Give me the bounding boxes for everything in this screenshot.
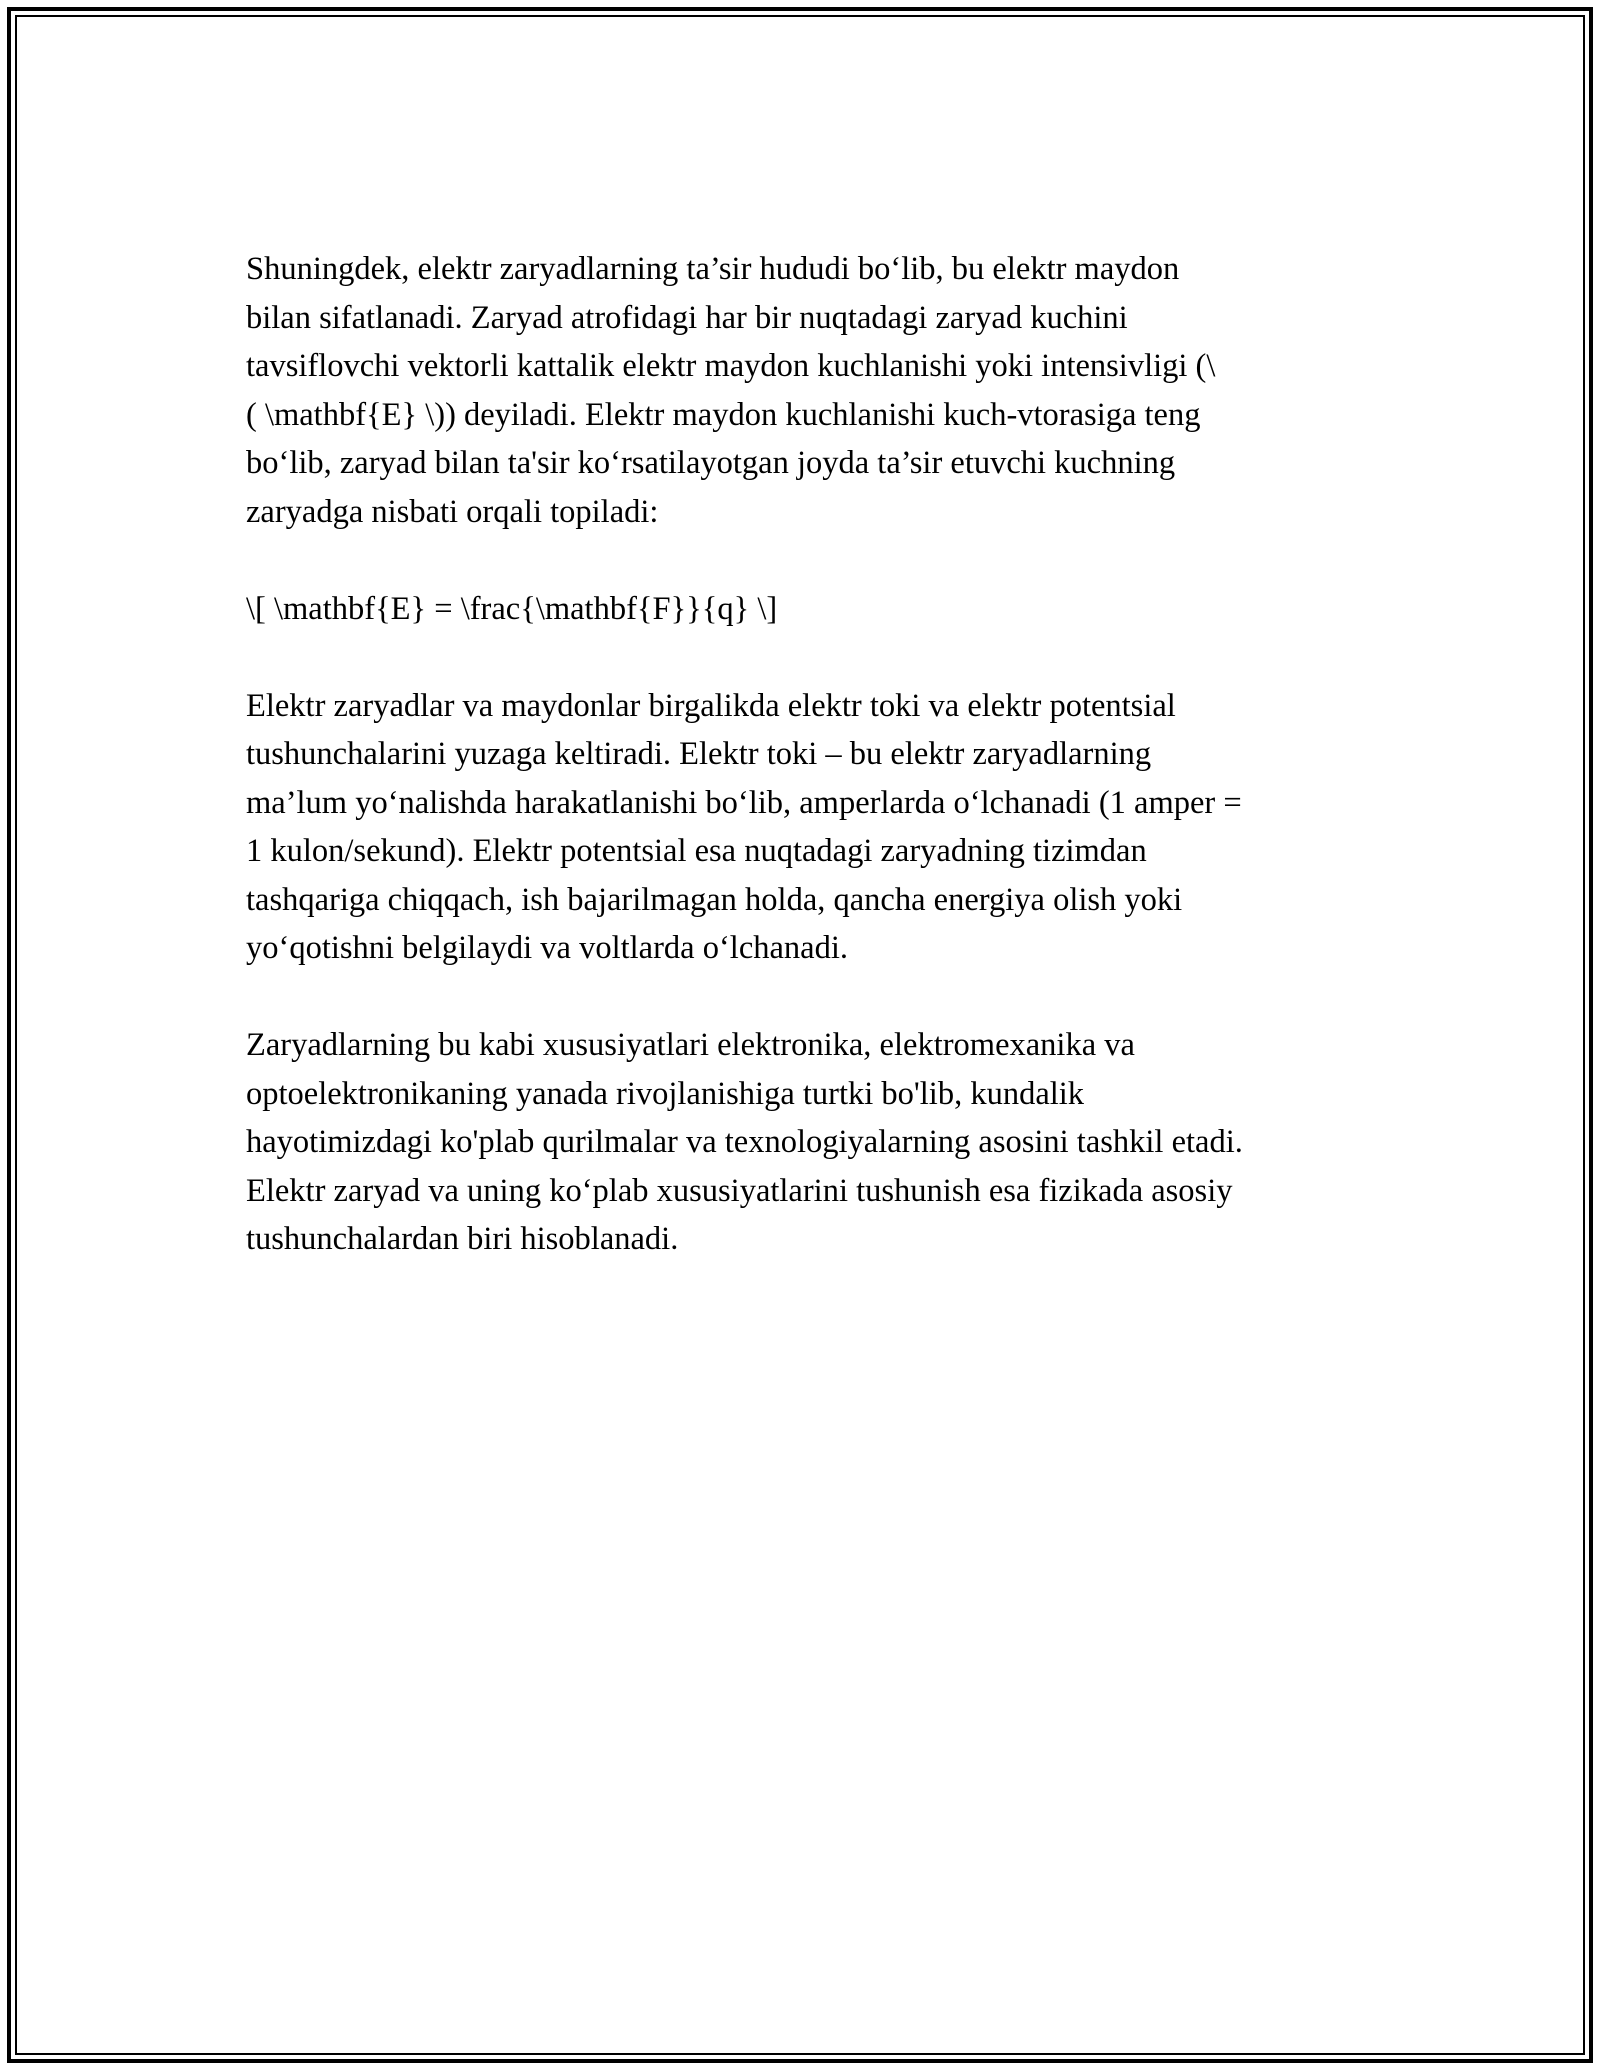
page-border: [7, 7, 1593, 2063]
text-line: ma’lum yo‘nalishda harakatlanishi bo‘lib, amperlarda o‘lchanadi (1 amper =: [246, 784, 1242, 821]
formula-paragraph: [246, 585, 1376, 634]
text-line: 1 kulon/sekund). Elektr potentsial esa nuqtadagi zaryadning tizimdan: [246, 833, 1147, 869]
document-body: [246, 245, 1376, 1264]
text-line: tushunchalardan biri hisoblanadi.: [246, 1221, 679, 1257]
paragraph-2: [246, 682, 1376, 973]
text-line: tavsiflovchi vektorli kattalik elektr maydon kuchlanishi yoki intensivligi (\: [246, 348, 1216, 384]
text-line: optoelektronikaning yanada rivojlanishiga turtki bo'lib, kundalik: [246, 1075, 1085, 1112]
text-line: zaryadga nisbati orqali topiladi:: [246, 493, 659, 530]
text-line: tashqariga chiqqach, ish bajarilmagan holda, qancha energiya olish yoki: [246, 881, 1183, 918]
text-line: Shuningdek, elektr zaryadlarning ta’sir hududi bo‘lib, bu elektr maydon: [246, 251, 1180, 287]
formula-line: \[ \mathbf{E} = \frac{\mathbf{F}}{q} \]: [246, 590, 778, 627]
paragraph-1: [246, 245, 1376, 536]
text-line: yo‘qotishni belgilaydi va voltlarda o‘lchanadi.: [246, 930, 848, 966]
text-line: ( \mathbf{E} \)) deyiladi. Elektr maydon kuchlanishi kuch-vtorasiga teng: [246, 396, 1201, 433]
text-line: Elektr zaryad va uning ko‘plab xususiyatlarini tushunish esa fizikada asosiy: [246, 1172, 1233, 1209]
text-line: tushunchalarini yuzaga keltiradi. Elektr toki – bu elektr zaryadlarning: [246, 736, 1152, 772]
text-line: Zaryadlarning bu kabi xususiyatlari elektronika, elektromexanika va: [246, 1027, 1135, 1063]
text-line: bilan sifatlanadi. Zaryad atrofidagi har bir nuqtadagi zaryad kuchini: [246, 299, 1128, 336]
text-line: bo‘lib, zaryad bilan ta'sir ko‘rsatilayotgan joyda ta’sir etuvchi kuchning: [246, 445, 1176, 481]
text-line: hayotimizdagi ko'plab qurilmalar va texnologiyalarning asosini tashkil etadi.: [246, 1124, 1243, 1160]
paragraph-3: [246, 1021, 1376, 1264]
text-line: Elektr zaryadlar va maydonlar birgalikda elektr toki va elektr potentsial: [246, 687, 1176, 724]
